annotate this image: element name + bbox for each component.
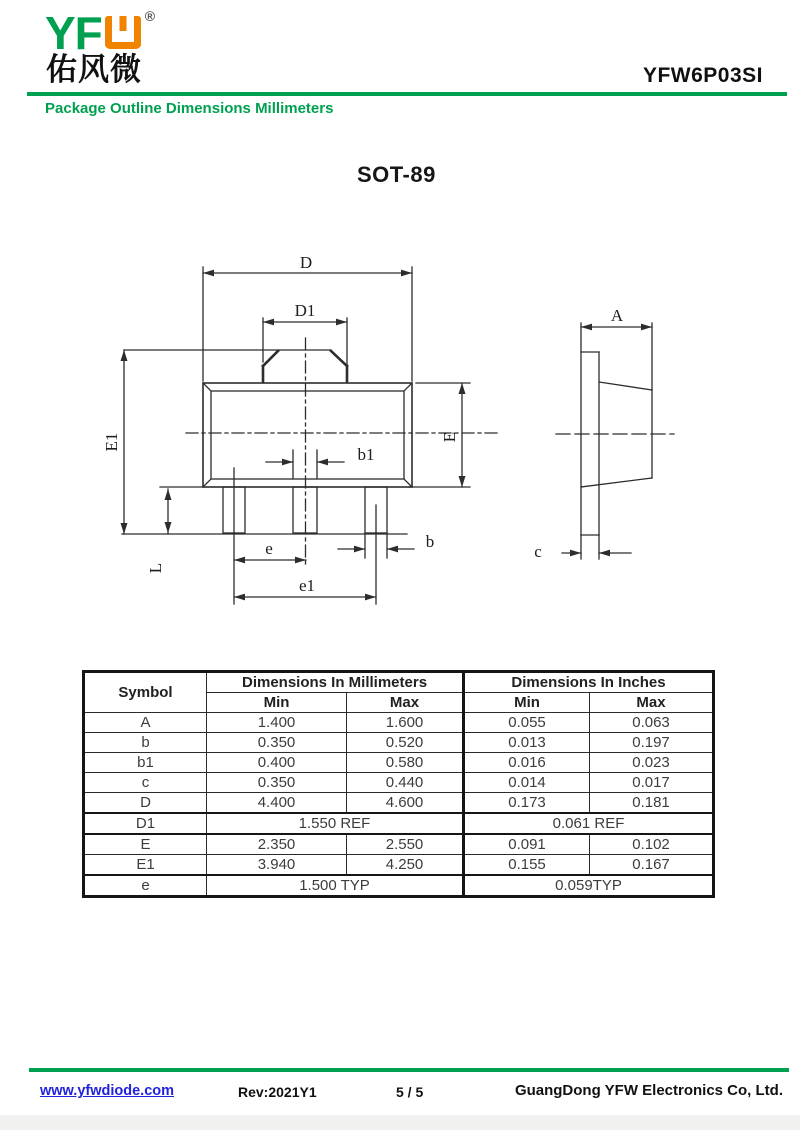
table-row bbox=[84, 713, 714, 733]
table-cell: 0.350 bbox=[207, 733, 347, 753]
col-header-inches: Dimensions In Inches bbox=[464, 672, 714, 693]
table-cell: 0.580 bbox=[347, 753, 464, 773]
logo-chinese-name: 佑风微 bbox=[46, 52, 142, 87]
table-row bbox=[84, 773, 714, 793]
dim-label-e1-height: E1 bbox=[102, 432, 121, 452]
table-row bbox=[84, 834, 714, 855]
table-cell: 1.550 REF bbox=[207, 813, 464, 834]
table-cell: 1.500 TYP bbox=[207, 875, 464, 897]
dim-label-a: A bbox=[610, 306, 624, 325]
dim-label-d1: D1 bbox=[294, 301, 316, 320]
header-divider bbox=[27, 92, 787, 96]
table-cell: 4.250 bbox=[347, 855, 464, 876]
table-cell: D1 bbox=[84, 813, 207, 834]
table-cell: e bbox=[84, 875, 207, 897]
col-header-mm: Dimensions In Millimeters bbox=[207, 672, 464, 693]
registered-trademark-icon: ® bbox=[144, 8, 156, 24]
table-cell: 2.350 bbox=[207, 834, 347, 855]
table-cell: 0.173 bbox=[464, 793, 590, 814]
table-cell: b bbox=[84, 733, 207, 753]
table-cell: 0.023 bbox=[590, 753, 714, 773]
table-cell: 0.155 bbox=[464, 855, 590, 876]
table-cell: 0.013 bbox=[464, 733, 590, 753]
table-cell: 0.102 bbox=[590, 834, 714, 855]
revision-label: Rev:2021Y1 bbox=[238, 1084, 317, 1100]
footer-divider bbox=[29, 1068, 789, 1072]
website-link[interactable]: www.yfwdiode.com bbox=[40, 1083, 175, 1099]
table-cell: 0.440 bbox=[347, 773, 464, 793]
table-row bbox=[84, 855, 714, 876]
scan-artifact bbox=[0, 1115, 800, 1130]
table-cell: 0.197 bbox=[590, 733, 714, 753]
col-header-mm-max: Max bbox=[347, 693, 464, 713]
table-cell: 0.091 bbox=[464, 834, 590, 855]
logo-w-midbar bbox=[119, 16, 126, 31]
dim-label-b: b bbox=[425, 532, 435, 551]
table-cell: A bbox=[84, 713, 207, 733]
dim-label-e-pitch: e bbox=[265, 539, 273, 558]
col-header-in-min: Min bbox=[464, 693, 590, 713]
table-row bbox=[84, 753, 714, 773]
table-cell: 0.400 bbox=[207, 753, 347, 773]
table-cell: 0.059TYP bbox=[464, 875, 714, 897]
table-cell: 1.600 bbox=[347, 713, 464, 733]
table-cell: E1 bbox=[84, 855, 207, 876]
dimension-table-body bbox=[84, 713, 714, 897]
company-name: GuangDong YFW Electronics Co, Ltd. bbox=[514, 1082, 783, 1099]
table-cell: 0.061 REF bbox=[464, 813, 714, 834]
logo-w-icon bbox=[105, 16, 141, 49]
table-cell: 4.600 bbox=[347, 793, 464, 814]
table-cell: 0.063 bbox=[590, 713, 714, 733]
dimension-table bbox=[82, 670, 715, 898]
page-number: 5 / 5 bbox=[396, 1084, 424, 1100]
table-cell: 3.940 bbox=[207, 855, 347, 876]
table-cell: c bbox=[84, 773, 207, 793]
table-cell: 4.400 bbox=[207, 793, 347, 814]
package-outline-drawing bbox=[90, 250, 710, 620]
table-row bbox=[84, 733, 714, 753]
table-cell: 1.400 bbox=[207, 713, 347, 733]
dimension-table-container bbox=[82, 670, 716, 894]
part-number: YFW6P03SI bbox=[642, 64, 763, 87]
table-cell: 0.520 bbox=[347, 733, 464, 753]
table-cell: 2.550 bbox=[347, 834, 464, 855]
table-cell: 0.055 bbox=[464, 713, 590, 733]
table-cell: 0.350 bbox=[207, 773, 347, 793]
dim-label-e1-pitch: e1 bbox=[298, 576, 316, 595]
side-view bbox=[534, 306, 674, 561]
table-cell: 0.181 bbox=[590, 793, 714, 814]
table-cell: 0.014 bbox=[464, 773, 590, 793]
dim-label-e-height: E bbox=[440, 431, 459, 443]
dim-label-l: L bbox=[146, 562, 165, 574]
page-subtitle: Package Outline Dimensions Millimeters bbox=[45, 100, 334, 117]
table-cell: b1 bbox=[84, 753, 207, 773]
table-cell: 0.167 bbox=[590, 855, 714, 876]
col-header-symbol: Symbol bbox=[84, 672, 207, 713]
dim-label-d: D bbox=[299, 253, 313, 272]
col-header-in-max: Max bbox=[590, 693, 714, 713]
package-title: SOT-89 bbox=[357, 162, 436, 187]
table-cell: 0.017 bbox=[590, 773, 714, 793]
dim-label-c: c bbox=[534, 542, 542, 561]
table-cell: D bbox=[84, 793, 207, 814]
table-cell: E bbox=[84, 834, 207, 855]
table-row bbox=[84, 875, 714, 897]
col-header-mm-min: Min bbox=[207, 693, 347, 713]
table-row bbox=[84, 813, 714, 834]
dim-label-b1: b1 bbox=[357, 445, 375, 464]
company-logo bbox=[45, 7, 156, 59]
table-cell: 0.016 bbox=[464, 753, 590, 773]
front-view bbox=[102, 253, 497, 604]
logo-yf-text: YF bbox=[45, 7, 102, 59]
table-row bbox=[84, 793, 714, 814]
